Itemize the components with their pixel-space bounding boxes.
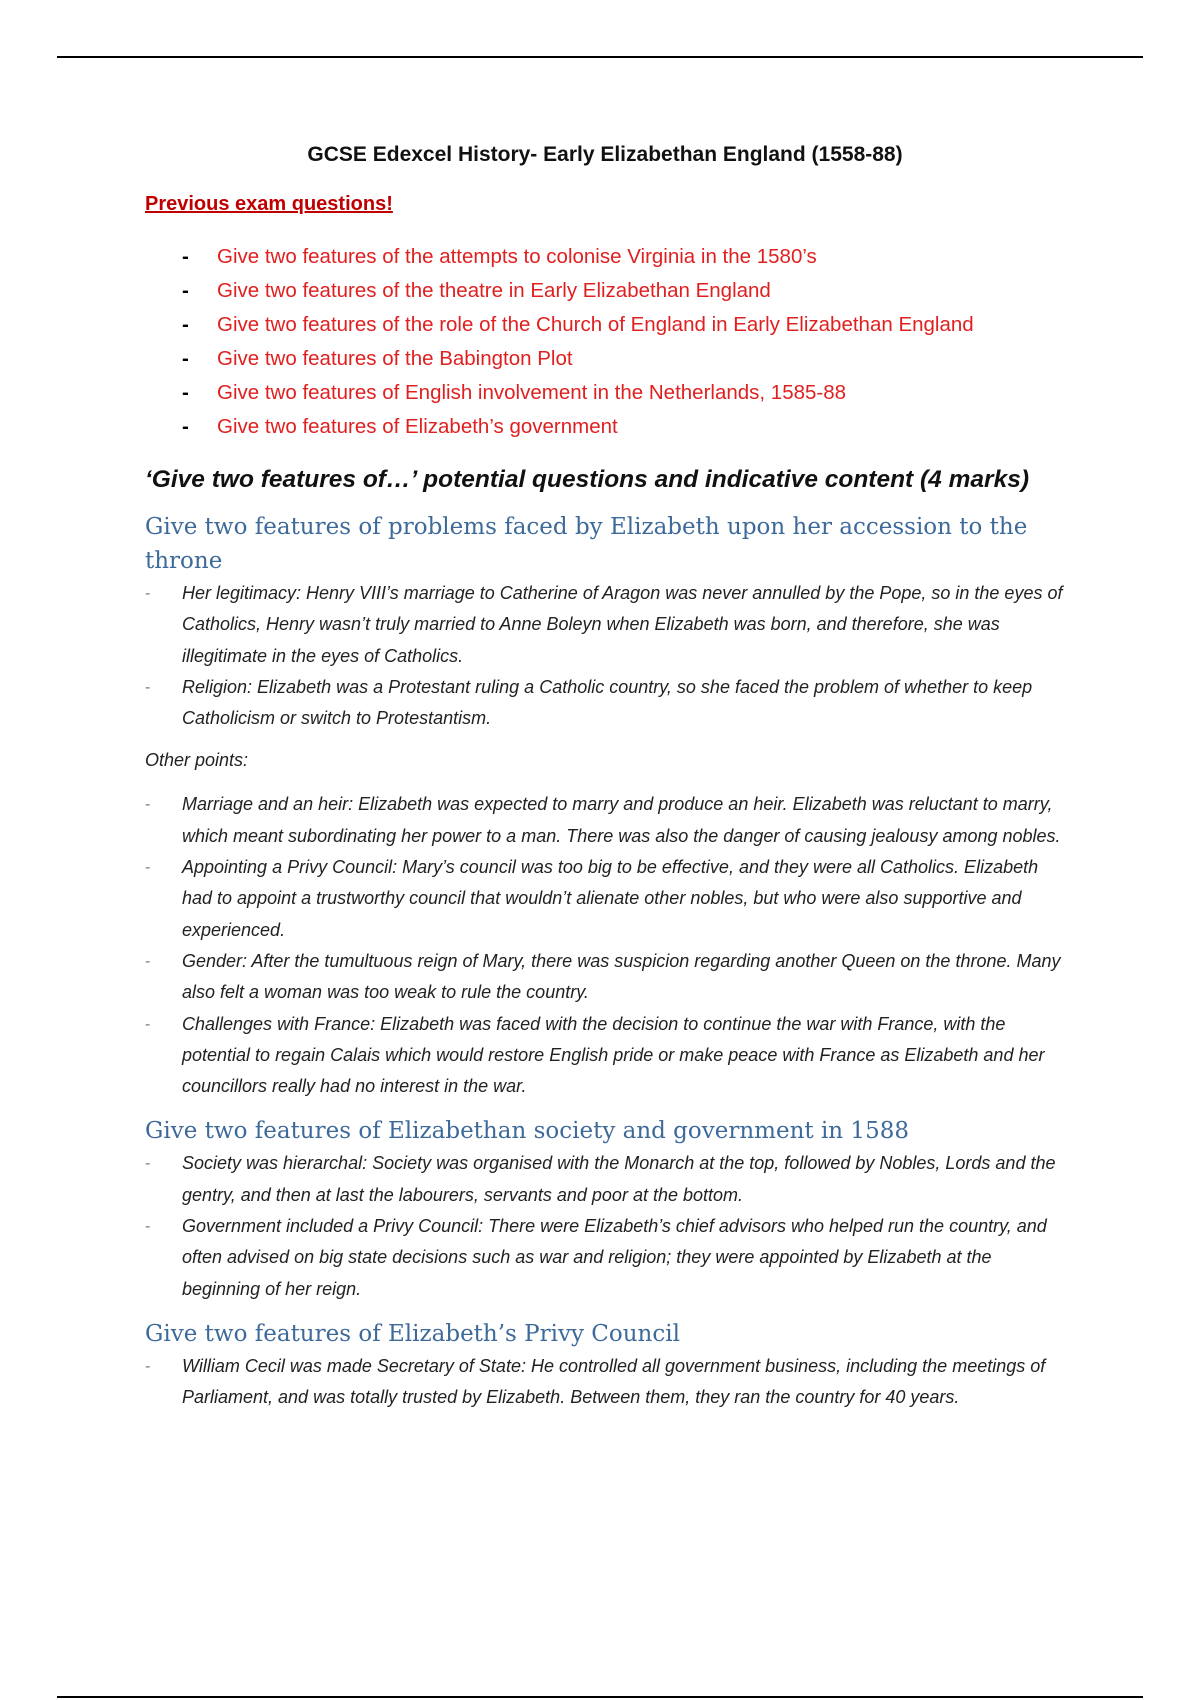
- exam-question-item: - Give two features of the attempts to colonise Virginia in the 1580’s: [145, 240, 1065, 274]
- exam-question-item: - Give two features of English involvement in the Netherlands, 1585-88: [145, 376, 1065, 410]
- dash-bullet: -: [145, 1357, 151, 1375]
- exam-question-item: - Give two features of the role of the Church of England in Early Elizabethan England: [145, 308, 1065, 342]
- bottom-rule: [57, 1696, 1143, 1698]
- section-title: ‘Give two features of…’ potential questions and indicative content (4 marks): [145, 466, 1029, 493]
- other-points-label: Other points:: [145, 750, 249, 771]
- dash-bullet: -: [145, 1015, 151, 1033]
- dash-bullet: -: [145, 952, 151, 970]
- dash-bullet: -: [145, 796, 151, 814]
- dash-bullet: -: [145, 1218, 151, 1236]
- subheading-accession-problems: Give two features of problems faced by Elizabeth upon her accession to the throne: [145, 514, 1028, 574]
- dash-bullet: -: [182, 245, 189, 268]
- previous-exam-questions-heading: Previous exam questions!: [145, 193, 393, 215]
- dash-bullet: -: [145, 678, 151, 696]
- society-points-list: [145, 1148, 1065, 1304]
- list-item: - Government included a Privy Council: There were Elizabeth’s chief advisors who helped run the country, and often advised on big state decisions such as war and religion; they were appointed by Elizabeth at the beginning of her reign.: [145, 1211, 1065, 1305]
- dash-bullet: -: [182, 347, 189, 370]
- document-body: [145, 143, 1065, 1414]
- exam-question-item: - Give two features of the Babington Plot: [145, 342, 1065, 376]
- dash-bullet: -: [182, 313, 189, 336]
- list-item: - Her legitimacy: Henry VIII’s marriage to Catherine of Aragon was never annulled by the Pope, so in the eyes of Catholics, Henry wasn’t truly married to Anne Boleyn when Elizabeth was born, and therefore, she was illegitimate in the eyes of Catholics.: [145, 578, 1065, 672]
- document-title: GCSE Edexcel History- Early Elizabethan England (1558-88): [307, 143, 903, 166]
- list-item: - Society was hierarchal: Society was organised with the Monarch at the top, followed by Nobles, Lords and the gentry, and then at last the labourers, servants and poor at the bottom.: [145, 1148, 1065, 1211]
- dash-bullet: -: [145, 859, 151, 877]
- list-item: - Marriage and an heir: Elizabeth was expected to marry and produce an heir. Elizabeth was reluctant to marry, which meant subordinating her power to a man. There was also the danger of causing jealousy among nobles.: [145, 789, 1065, 852]
- privy-council-points-list: [145, 1351, 1065, 1414]
- list-item: - Challenges with France: Elizabeth was faced with the decision to continue the war with France, with the potential to regain Calais which would restore English pride or make peace with France as Elizabeth and her councillors really had no interest in the war.: [145, 1009, 1065, 1103]
- exam-question-item: - Give two features of the theatre in Early Elizabethan England: [145, 274, 1065, 308]
- subheading-privy-council: Give two features of Elizabeth’s Privy Council: [145, 1320, 680, 1347]
- exam-question-item: - Give two features of Elizabeth’s government: [145, 410, 1065, 444]
- list-item: - Religion: Elizabeth was a Protestant ruling a Catholic country, so she faced the problem of whether to keep Catholicism or switch to Protestantism.: [145, 672, 1065, 735]
- dash-bullet: -: [145, 1155, 151, 1173]
- exam-questions-list: [145, 240, 1065, 444]
- dash-bullet: -: [145, 585, 151, 602]
- list-item: - Appointing a Privy Council: Mary’s council was too big to be effective, and they were all Catholics. Elizabeth had to appoint a trustworthy council that wouldn’t alienate other nobles, but who were also supportive and experienced.: [145, 852, 1065, 946]
- accession-points-list: [145, 578, 1065, 734]
- other-points-list: [145, 789, 1065, 1102]
- dash-bullet: -: [182, 279, 189, 302]
- dash-bullet: -: [182, 415, 189, 438]
- list-item: - William Cecil was made Secretary of State: He controlled all government business, including the meetings of Parliament, and was totally trusted by Elizabeth. Between them, they ran the country for 40 years.: [145, 1351, 1065, 1414]
- list-item: - Gender: After the tumultuous reign of Mary, there was suspicion regarding another Queen on the throne. Many also felt a woman was too weak to rule the country.: [145, 946, 1065, 1009]
- dash-bullet: -: [182, 381, 189, 404]
- top-rule: [57, 56, 1143, 58]
- subheading-society-government: Give two features of Elizabethan society and government in 1588: [145, 1118, 909, 1145]
